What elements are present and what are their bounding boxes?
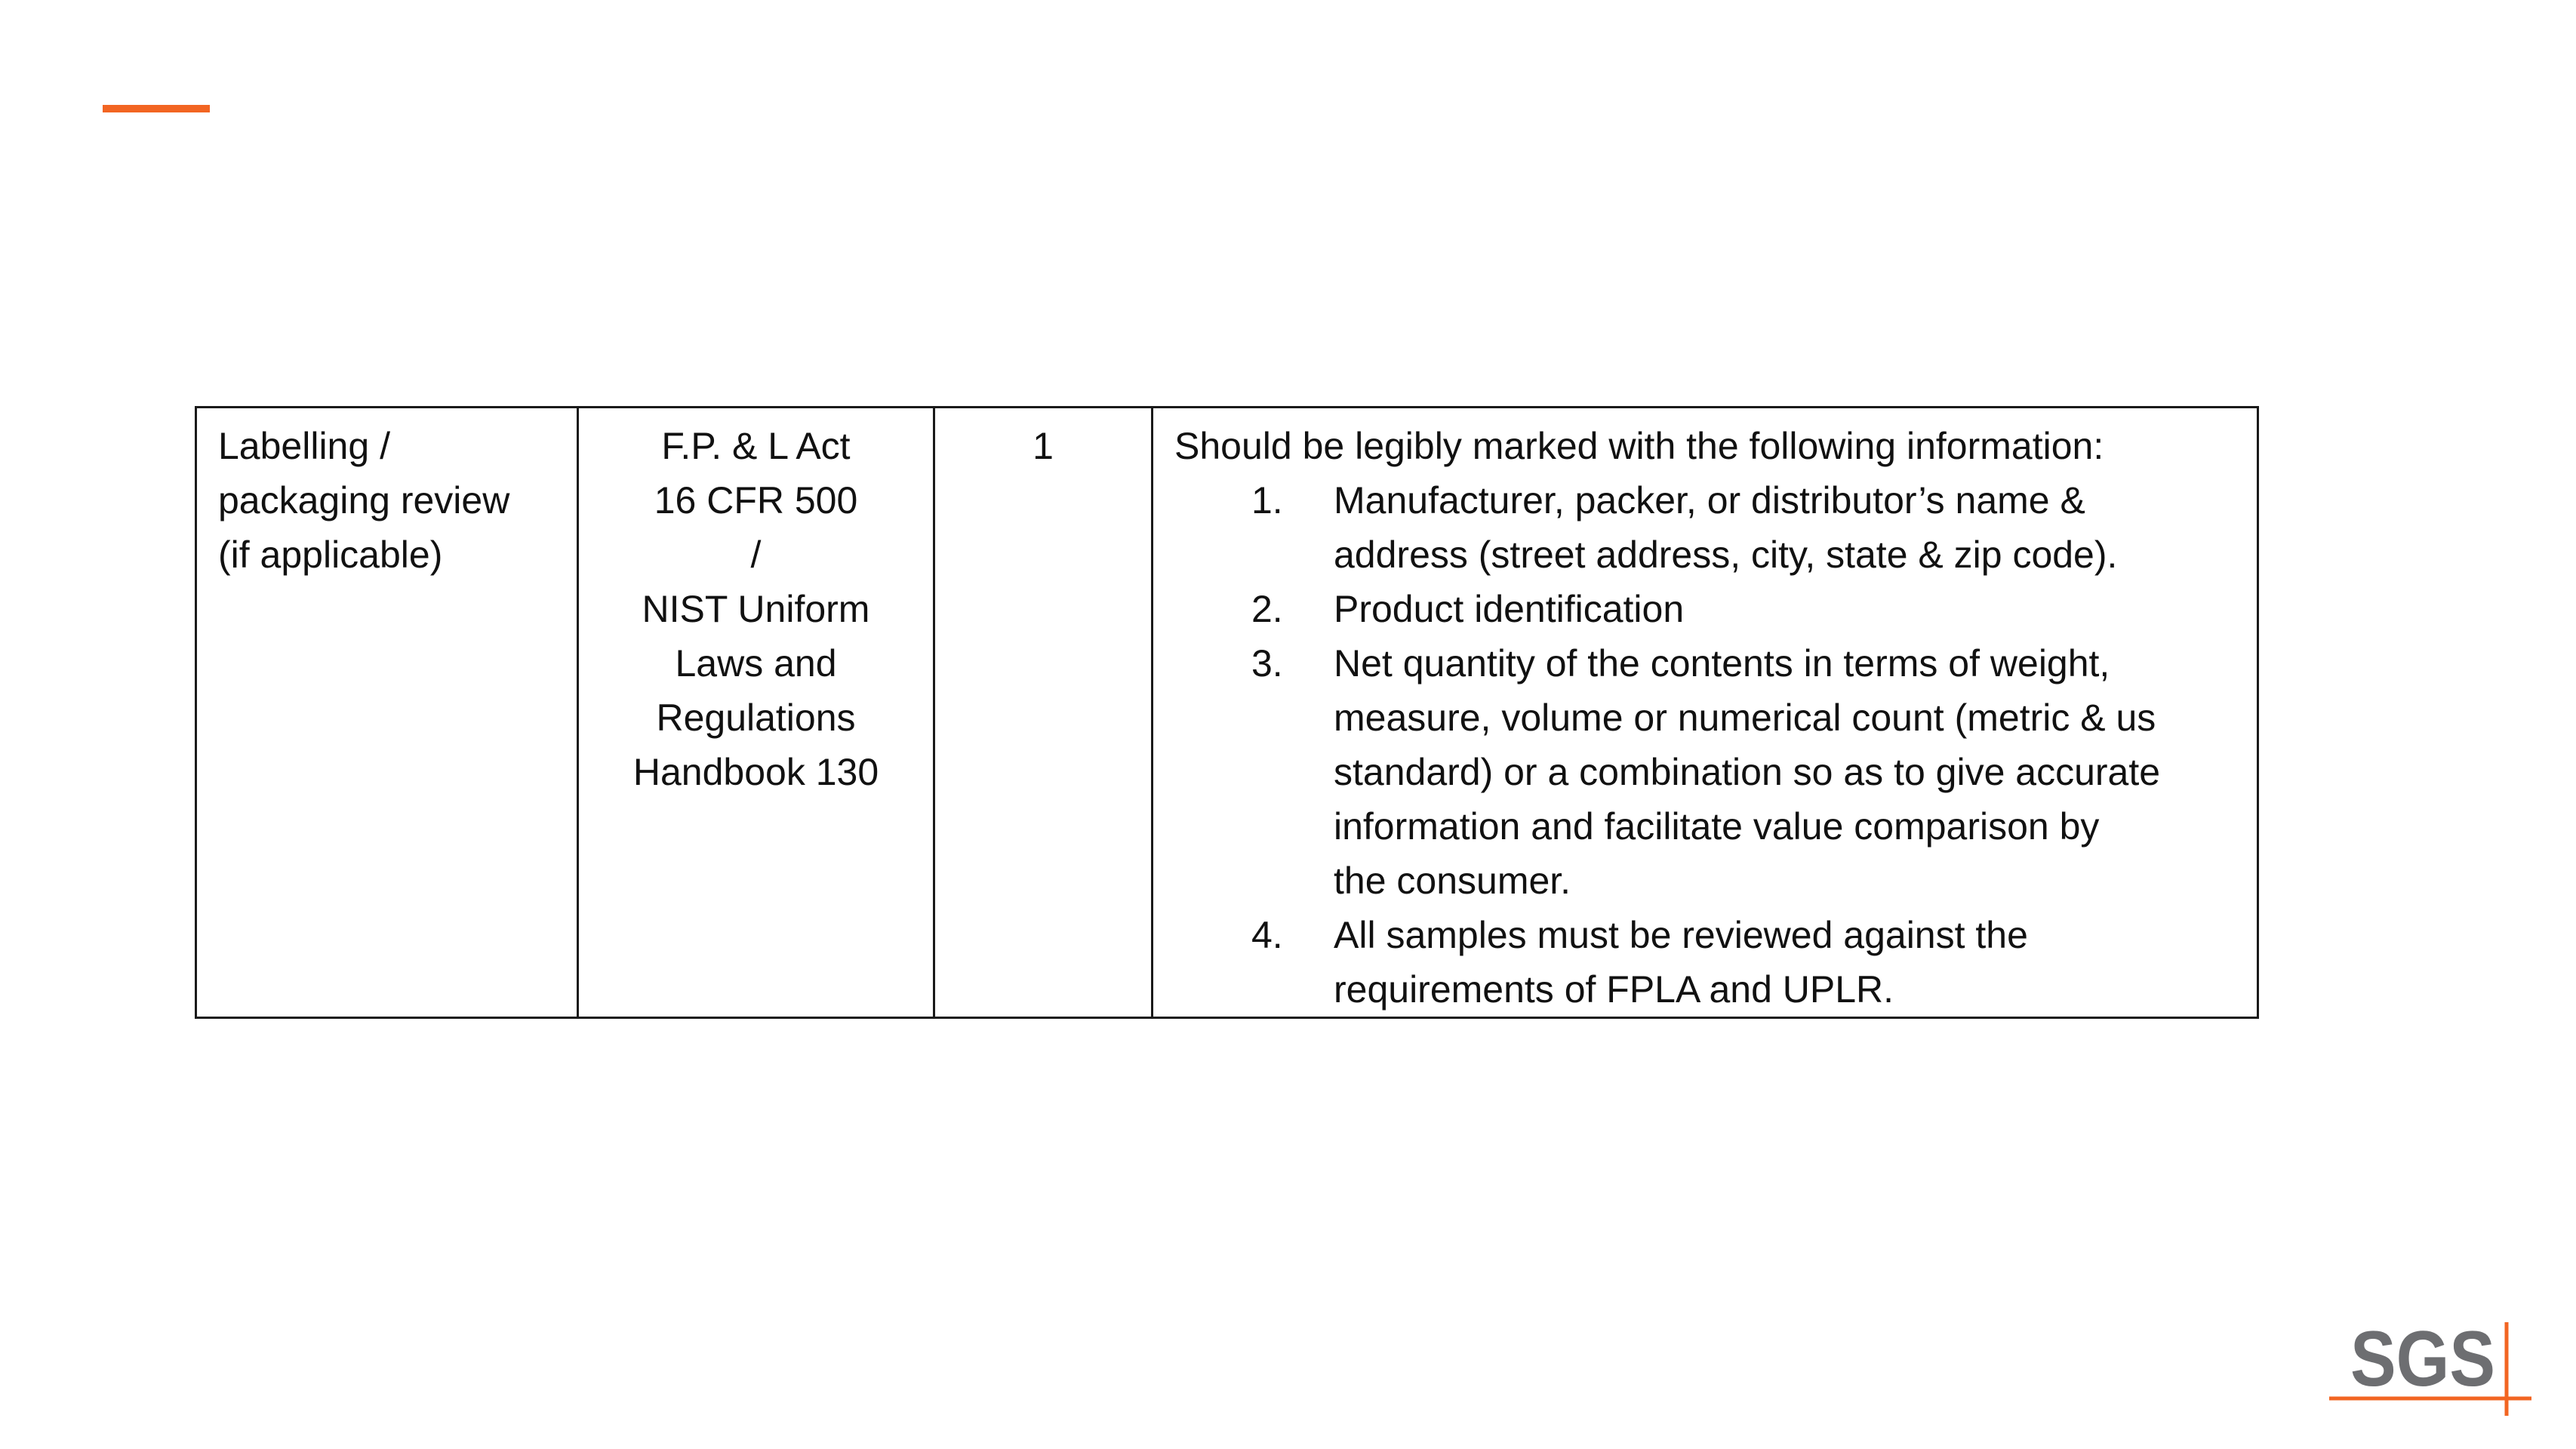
requirements-table-container xyxy=(195,406,2257,1011)
quantity-cell xyxy=(934,408,1153,1018)
reference-line: Handbook 130 xyxy=(632,751,879,793)
list-item-line: information and facilitate value comparison by xyxy=(1334,805,2100,848)
requirements-table xyxy=(195,406,2259,1019)
reference-line: NIST Uniform xyxy=(642,588,870,630)
list-item xyxy=(1174,908,2236,1017)
reference-line: F.P. & L Act xyxy=(661,425,851,467)
sgs-logo xyxy=(2329,1322,2533,1420)
requirements-list xyxy=(1174,473,2236,1017)
requirements-intro: Should be legibly marked with the following information: xyxy=(1174,425,2104,467)
reference-cell xyxy=(578,408,934,1018)
reference-line: Laws and xyxy=(675,642,837,685)
list-item xyxy=(1174,636,2236,908)
list-item-number: 1. xyxy=(1251,479,1283,521)
test-item-line: Labelling / xyxy=(218,425,390,467)
table-row xyxy=(196,408,2258,1018)
test-item-line: packaging review xyxy=(218,479,510,521)
list-item-line: Manufacturer, packer, or distributor’s name & xyxy=(1334,479,2085,521)
list-item-line: Product identification xyxy=(1334,588,1685,630)
quantity-value: 1 xyxy=(1033,425,1054,467)
list-item-number: 3. xyxy=(1251,642,1283,685)
list-item xyxy=(1174,582,2236,636)
logo-text: SGS xyxy=(2350,1322,2495,1403)
test-item-cell xyxy=(196,408,578,1018)
list-item xyxy=(1174,473,2236,582)
list-item-number: 2. xyxy=(1251,588,1283,630)
requirements-cell xyxy=(1153,408,2258,1018)
list-item-line: All samples must be reviewed against the xyxy=(1334,914,2028,956)
list-item-line: measure, volume or numerical count (metric & us xyxy=(1334,697,2156,739)
reference-line: 16 CFR 500 xyxy=(654,479,858,521)
list-item-line: address (street address, city, state & zip code). xyxy=(1334,534,2118,576)
reference-line: / xyxy=(750,534,762,576)
reference-line: Regulations xyxy=(656,697,856,739)
list-item-number: 4. xyxy=(1251,914,1283,956)
accent-bar xyxy=(103,105,210,112)
list-item-line: the consumer. xyxy=(1334,860,1571,902)
list-item-line: Net quantity of the contents in terms of weight, xyxy=(1334,642,2110,685)
list-item-line: requirements of FPLA and UPLR. xyxy=(1334,968,1894,1011)
test-item-line: (if applicable) xyxy=(218,534,443,576)
list-item-line: standard) or a combination so as to give accurate xyxy=(1334,751,2161,793)
